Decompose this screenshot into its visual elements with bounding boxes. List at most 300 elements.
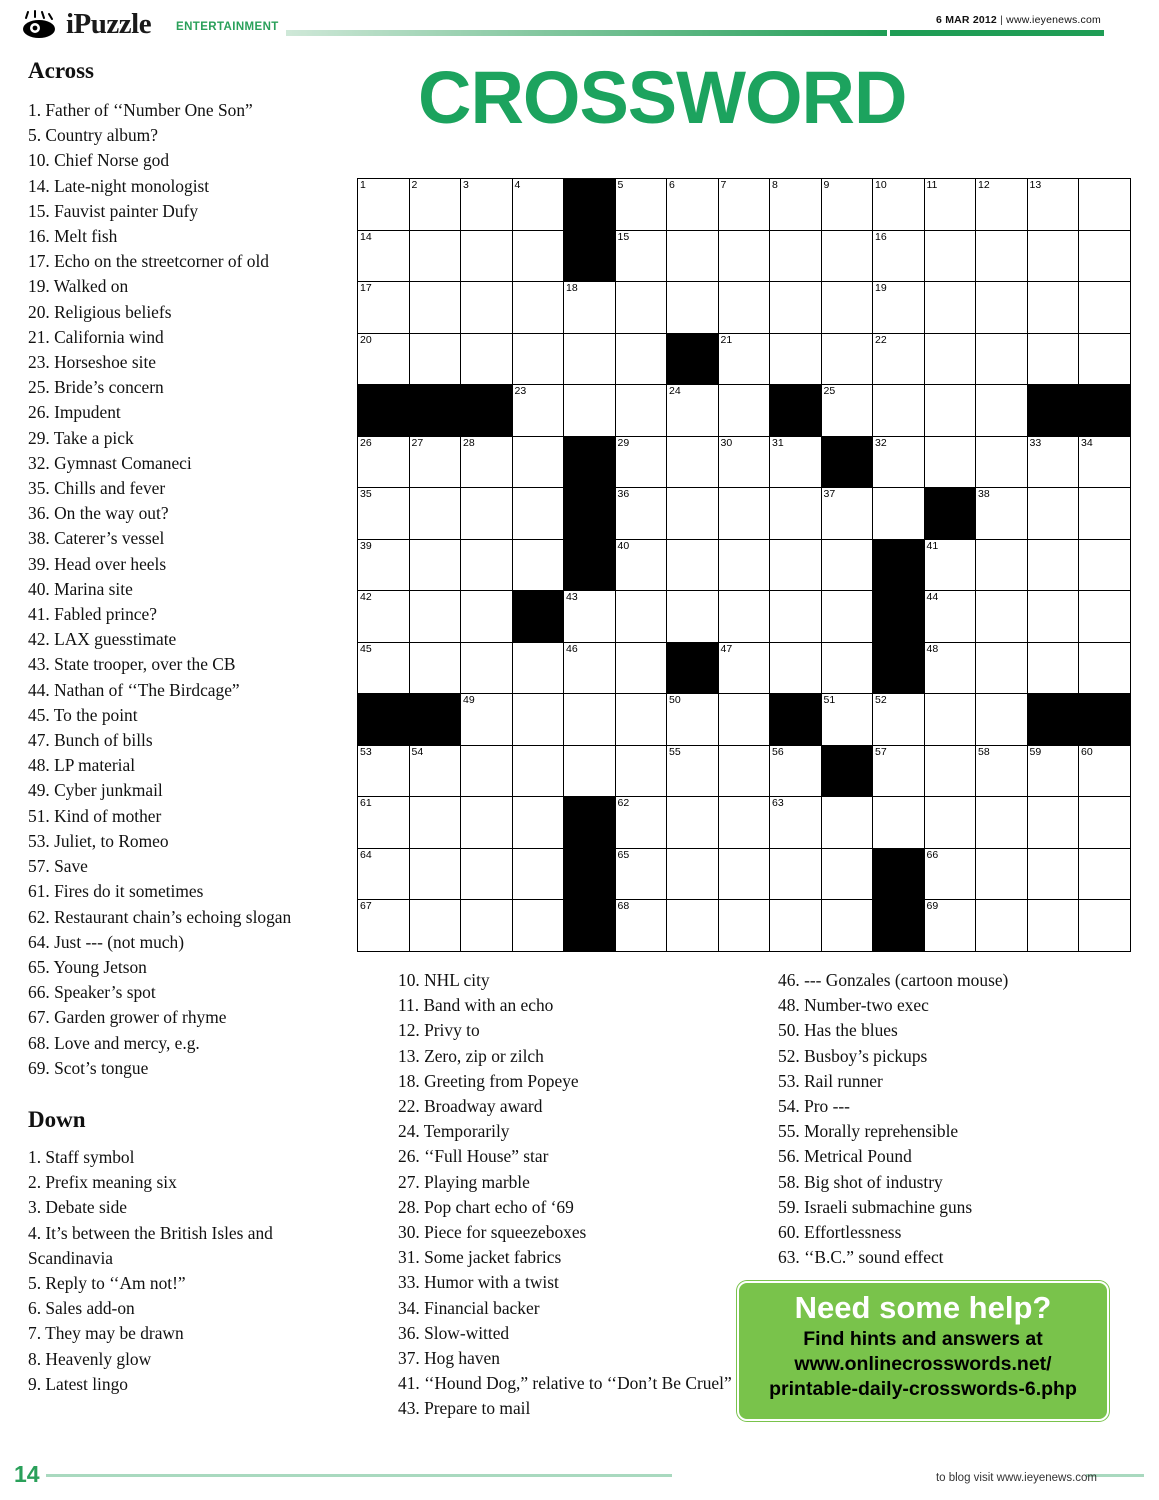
grid-cell[interactable] (358, 230, 410, 282)
clue-item: 58. Big shot of industry (778, 1171, 943, 1192)
clue-item: 41. Fabled prince? (28, 604, 157, 625)
clue-item: 6. Sales add-on (28, 1298, 135, 1319)
grid-cell[interactable] (461, 591, 513, 643)
grid-block-cell (873, 642, 925, 694)
grid-cell[interactable] (409, 745, 461, 797)
grid-cell-number: 28 (463, 436, 475, 449)
grid-cell[interactable] (409, 179, 461, 231)
grid-cell[interactable] (615, 179, 667, 231)
page-title: CROSSWORD (418, 56, 907, 139)
grid-cell[interactable] (667, 797, 719, 849)
grid-cell[interactable] (770, 282, 822, 334)
grid-cell[interactable] (1079, 591, 1131, 643)
grid-cell[interactable] (770, 745, 822, 797)
grid-cell[interactable] (615, 230, 667, 282)
grid-block-cell (873, 900, 925, 952)
grid-cell[interactable] (461, 694, 513, 746)
grid-cell[interactable] (718, 333, 770, 385)
grid-cell[interactable] (1079, 900, 1131, 952)
grid-cell[interactable] (770, 436, 822, 488)
grid-cell[interactable] (1027, 848, 1079, 900)
grid-block-cell (358, 385, 410, 437)
grid-cell[interactable] (924, 539, 976, 591)
grid-cell[interactable] (1079, 797, 1131, 849)
grid-cell[interactable] (461, 436, 513, 488)
grid-cell[interactable] (821, 333, 873, 385)
grid-cell-number: 10 (875, 179, 887, 191)
grid-cell[interactable] (821, 797, 873, 849)
grid-cell[interactable] (924, 385, 976, 437)
grid-cell[interactable] (564, 282, 616, 334)
grid-cell-number: 29 (617, 436, 630, 449)
grid-cell[interactable] (821, 282, 873, 334)
clue-item: 53. Juliet, to Romeo (28, 830, 169, 851)
grid-cell[interactable] (358, 797, 410, 849)
grid-cell[interactable] (358, 333, 410, 385)
grid-cell[interactable] (1079, 488, 1131, 540)
grid-cell-number: 22 (875, 333, 887, 346)
grid-cell[interactable] (718, 694, 770, 746)
clue-item: 60. Effortlessness (778, 1222, 902, 1243)
grid-cell[interactable] (976, 797, 1028, 849)
grid-cell[interactable] (718, 282, 770, 334)
clue-item: 10. Chief Norse god (28, 150, 170, 171)
grid-cell-number: 47 (720, 642, 733, 655)
grid-cell[interactable] (358, 539, 410, 591)
grid-cell[interactable] (358, 900, 410, 952)
clue-item: 9. Latest lingo (28, 1373, 128, 1394)
grid-cell[interactable] (1027, 282, 1079, 334)
header-green-bar (890, 30, 1104, 36)
grid-block-cell (409, 385, 461, 437)
grid-cell[interactable] (770, 642, 822, 694)
clue-item: 12. Privy to (398, 1020, 480, 1041)
grid-cell[interactable] (1027, 436, 1079, 488)
clue-item: 63. ‘‘B.C.” sound effect (778, 1247, 944, 1268)
grid-cell-number: 41 (926, 539, 939, 552)
clue-item: 13. Zero, zip or zilch (398, 1045, 544, 1066)
grid-cell[interactable] (512, 230, 564, 282)
grid-cell[interactable] (873, 282, 925, 334)
grid-cell[interactable] (512, 333, 564, 385)
grid-cell-number: 12 (978, 179, 990, 191)
clue-item: 67. Garden grower of rhyme (28, 1007, 227, 1028)
grid-cell[interactable] (873, 694, 925, 746)
grid-cell[interactable] (976, 230, 1028, 282)
grid-cell[interactable] (512, 848, 564, 900)
grid-cell-number: 54 (411, 745, 424, 758)
grid-cell[interactable] (718, 385, 770, 437)
grid-cell[interactable] (1079, 333, 1131, 385)
clue-item: 44. Nathan of ‘‘The Birdcage” (28, 679, 240, 700)
grid-cell[interactable] (564, 333, 616, 385)
down-heading: Down (28, 1106, 86, 1132)
grid-cell[interactable] (873, 797, 925, 849)
grid-cell[interactable] (770, 797, 822, 849)
grid-cell[interactable] (461, 230, 513, 282)
grid-row (358, 900, 1131, 952)
grid-cell[interactable] (358, 488, 410, 540)
grid-cell[interactable] (564, 385, 616, 437)
grid-block-cell (564, 436, 616, 488)
clue-item: 3. Debate side (28, 1197, 127, 1218)
grid-block-cell (1027, 694, 1079, 746)
grid-cell[interactable] (718, 179, 770, 231)
grid-cell[interactable] (615, 488, 667, 540)
grid-cell[interactable] (1079, 230, 1131, 282)
grid-cell[interactable] (409, 282, 461, 334)
clue-item: 26. ‘‘Full House” star (398, 1146, 549, 1167)
grid-cell-number: 50 (669, 694, 681, 706)
grid-cell-number: 61 (360, 797, 372, 809)
grid-cell[interactable] (667, 282, 719, 334)
grid-cell[interactable] (1079, 436, 1131, 488)
grid-cell[interactable] (770, 848, 822, 900)
grid-cell[interactable] (615, 797, 667, 849)
grid-cell[interactable] (718, 436, 770, 488)
grid-cell[interactable] (821, 900, 873, 952)
grid-cell[interactable] (615, 591, 667, 643)
grid-cell[interactable] (409, 539, 461, 591)
grid-cell[interactable] (358, 848, 410, 900)
clue-item: 50. Has the blues (778, 1020, 898, 1041)
grid-cell-number: 23 (514, 385, 527, 397)
grid-cell[interactable] (461, 333, 513, 385)
grid-cell[interactable] (718, 591, 770, 643)
grid-cell-number: 26 (360, 436, 372, 449)
help-line-3[interactable]: printable-daily-crosswords-6.php (769, 1378, 1077, 1400)
grid-cell[interactable] (409, 488, 461, 540)
grid-cell[interactable] (667, 539, 719, 591)
grid-cell[interactable] (873, 488, 925, 540)
grid-cell[interactable] (667, 230, 719, 282)
clue-item: 65. Young Jetson (28, 956, 147, 977)
header-dateline (936, 14, 1101, 26)
grid-cell[interactable] (358, 179, 410, 231)
grid-cell-number: 42 (360, 591, 372, 603)
grid-cell[interactable] (615, 900, 667, 952)
grid-cell[interactable] (512, 488, 564, 540)
grid-cell[interactable] (1079, 642, 1131, 694)
grid-cell[interactable] (770, 230, 822, 282)
grid-cell[interactable] (718, 848, 770, 900)
grid-cell[interactable] (1027, 797, 1079, 849)
grid-cell-number: 2 (411, 179, 418, 191)
grid-row (358, 436, 1131, 488)
grid-cell[interactable] (821, 591, 873, 643)
grid-cell[interactable] (821, 385, 873, 437)
eye-logo-icon (22, 10, 66, 40)
grid-cell[interactable] (512, 642, 564, 694)
grid-cell[interactable] (512, 694, 564, 746)
grid-cell-number: 53 (360, 745, 372, 758)
grid-cell[interactable] (718, 488, 770, 540)
grid-cell[interactable] (924, 797, 976, 849)
grid-cell-number: 44 (926, 591, 939, 603)
grid-cell[interactable] (1027, 333, 1079, 385)
grid-cell[interactable] (770, 333, 822, 385)
clue-item: 45. To the point (28, 704, 138, 725)
clue-item: 35. Chills and fever (28, 478, 166, 499)
grid-cell[interactable] (976, 642, 1028, 694)
grid-cell[interactable] (1079, 282, 1131, 334)
grid-block-cell (564, 848, 616, 900)
grid-cell[interactable] (976, 282, 1028, 334)
grid-cell[interactable] (718, 900, 770, 952)
clue-item: 23. Horseshoe site (28, 352, 156, 373)
grid-cell[interactable] (667, 745, 719, 797)
grid-cell[interactable] (718, 745, 770, 797)
help-line-2[interactable]: www.onlinecrosswords.net/ (794, 1353, 1052, 1375)
grid-cell[interactable] (461, 488, 513, 540)
grid-cell[interactable] (821, 179, 873, 231)
grid-cell[interactable] (1027, 591, 1079, 643)
grid-cell[interactable] (358, 282, 410, 334)
grid-cell[interactable] (409, 436, 461, 488)
clue-item: 22. Broadway award (398, 1096, 543, 1117)
grid-cell[interactable] (924, 333, 976, 385)
grid-cell[interactable] (924, 282, 976, 334)
clue-item: 59. Israeli submachine guns (778, 1196, 973, 1217)
header-gradient-rule (286, 30, 887, 36)
grid-cell[interactable] (615, 642, 667, 694)
grid-row (358, 179, 1131, 231)
grid-cell-number: 20 (360, 333, 372, 346)
grid-cell[interactable] (461, 179, 513, 231)
grid-cell-number: 24 (669, 385, 681, 397)
grid-cell[interactable] (976, 179, 1028, 231)
grid-cell[interactable] (924, 230, 976, 282)
grid-cell[interactable] (667, 488, 719, 540)
grid-cell[interactable] (358, 436, 410, 488)
grid-cell[interactable] (718, 230, 770, 282)
clue-item: 33. Humor with a twist (398, 1272, 559, 1293)
grid-cell[interactable] (564, 642, 616, 694)
grid-cell-number: 6 (669, 179, 675, 191)
clue-item: 32. Gymnast Comaneci (28, 452, 192, 473)
grid-cell[interactable] (821, 230, 873, 282)
grid-cell[interactable] (1027, 488, 1079, 540)
clue-item: 10. NHL city (398, 970, 490, 990)
grid-cell[interactable] (976, 694, 1028, 746)
grid-cell[interactable] (718, 642, 770, 694)
grid-cell-number: 34 (1081, 436, 1093, 449)
grid-block-cell (770, 694, 822, 746)
grid-cell-number: 1 (360, 179, 366, 191)
grid-cell[interactable] (924, 179, 976, 231)
grid-row (358, 539, 1131, 591)
grid-cell[interactable] (615, 333, 667, 385)
grid-cell[interactable] (615, 848, 667, 900)
grid-block-cell (564, 230, 616, 282)
grid-cell[interactable] (512, 179, 564, 231)
grid-cell[interactable] (821, 848, 873, 900)
grid-cell[interactable] (358, 591, 410, 643)
grid-cell-number: 65 (617, 848, 630, 861)
grid-cell[interactable] (1079, 539, 1131, 591)
clue-item: 29. Take a pick (28, 427, 134, 448)
grid-cell[interactable] (461, 848, 513, 900)
grid-cell[interactable] (976, 539, 1028, 591)
clue-item: 25. Bride’s concern (28, 377, 164, 398)
grid-cell-number: 60 (1081, 745, 1093, 758)
grid-cell-number: 64 (360, 848, 372, 861)
grid-block-cell (667, 642, 719, 694)
grid-cell[interactable] (358, 642, 410, 694)
grid-cell[interactable] (821, 488, 873, 540)
clue-item: 68. Love and mercy, e.g. (28, 1032, 200, 1053)
clue-item: 38. Caterer’s vessel (28, 528, 165, 549)
grid-cell[interactable] (770, 900, 822, 952)
grid-cell[interactable] (924, 900, 976, 952)
grid-cell[interactable] (564, 694, 616, 746)
grid-cell-number: 5 (617, 179, 624, 191)
grid-cell[interactable] (358, 745, 410, 797)
grid-cell[interactable] (512, 797, 564, 849)
grid-cell[interactable] (564, 745, 616, 797)
clue-item: 17. Echo on the streetcorner of old (28, 251, 269, 272)
clue-item: 55. Morally reprehensible (778, 1121, 959, 1142)
grid-cell[interactable] (615, 539, 667, 591)
grid-cell[interactable] (409, 591, 461, 643)
grid-cell-number: 21 (720, 333, 733, 346)
grid-cell[interactable] (667, 900, 719, 952)
grid-cell[interactable] (615, 694, 667, 746)
grid-cell[interactable] (1027, 230, 1079, 282)
grid-cell[interactable] (770, 591, 822, 643)
footer-rule-left (46, 1474, 672, 1477)
grid-cell[interactable] (667, 385, 719, 437)
grid-cell[interactable] (976, 900, 1028, 952)
grid-cell[interactable] (976, 333, 1028, 385)
grid-cell[interactable] (1027, 745, 1079, 797)
help-callout-box[interactable] (737, 1281, 1109, 1421)
grid-cell[interactable] (976, 745, 1028, 797)
grid-cell[interactable] (821, 642, 873, 694)
grid-block-cell (873, 848, 925, 900)
grid-cell[interactable] (667, 591, 719, 643)
clue-item: 5. Country album? (28, 125, 158, 146)
grid-cell[interactable] (770, 539, 822, 591)
grid-cell[interactable] (924, 848, 976, 900)
grid-cell[interactable] (924, 642, 976, 694)
grid-cell[interactable] (615, 745, 667, 797)
grid-cell[interactable] (615, 282, 667, 334)
grid-cell[interactable] (924, 745, 976, 797)
grid-cell[interactable] (873, 333, 925, 385)
grid-cell[interactable] (873, 436, 925, 488)
grid-row (358, 642, 1131, 694)
grid-cell[interactable] (461, 900, 513, 952)
grid-cell[interactable] (718, 797, 770, 849)
grid-cell[interactable] (512, 436, 564, 488)
grid-cell[interactable] (1027, 900, 1079, 952)
grid-cell[interactable] (976, 591, 1028, 643)
grid-cell-number: 32 (875, 436, 887, 449)
grid-cell[interactable] (615, 436, 667, 488)
grid-cell-number: 11 (926, 179, 938, 191)
grid-cell[interactable] (821, 539, 873, 591)
grid-cell[interactable] (924, 694, 976, 746)
grid-cell[interactable] (1027, 642, 1079, 694)
grid-cell[interactable] (976, 848, 1028, 900)
grid-cell-number: 9 (823, 179, 830, 191)
clue-item: 62. Restaurant chain’s echoing slogan (28, 906, 292, 927)
grid-cell[interactable] (667, 694, 719, 746)
grid-block-cell (564, 488, 616, 540)
grid-cell[interactable] (770, 179, 822, 231)
grid-cell[interactable] (667, 179, 719, 231)
grid-cell[interactable] (461, 745, 513, 797)
grid-cell[interactable] (409, 797, 461, 849)
grid-cell[interactable] (667, 436, 719, 488)
grid-cell[interactable] (461, 282, 513, 334)
grid-cell[interactable] (409, 642, 461, 694)
grid-cell[interactable] (873, 385, 925, 437)
grid-cell[interactable] (512, 539, 564, 591)
grid-cell[interactable] (409, 900, 461, 952)
grid-cell-number: 27 (411, 436, 424, 449)
grid-cell[interactable] (461, 642, 513, 694)
grid-cell[interactable] (461, 797, 513, 849)
grid-cell[interactable] (770, 488, 822, 540)
grid-cell[interactable] (924, 436, 976, 488)
grid-cell[interactable] (1079, 745, 1131, 797)
grid-row (358, 282, 1131, 334)
crossword-grid[interactable] (357, 178, 1131, 952)
grid-cell[interactable] (873, 179, 925, 231)
grid-cell[interactable] (718, 539, 770, 591)
grid-cell[interactable] (1079, 848, 1131, 900)
grid-cell-number: 55 (669, 745, 681, 758)
clue-item: 16. Melt fish (28, 226, 118, 247)
grid-cell[interactable] (615, 385, 667, 437)
grid-cell-number: 3 (463, 179, 469, 191)
grid-cell[interactable] (409, 333, 461, 385)
grid-cell-number: 46 (566, 642, 578, 655)
grid-cell[interactable] (976, 436, 1028, 488)
grid-cell[interactable] (409, 848, 461, 900)
grid-cell[interactable] (924, 591, 976, 643)
grid-cell[interactable] (564, 591, 616, 643)
grid-cell[interactable] (821, 694, 873, 746)
grid-cell-number: 16 (875, 230, 887, 243)
grid-block-cell (1027, 385, 1079, 437)
grid-cell[interactable] (409, 230, 461, 282)
clue-item: 1. Staff symbol (28, 1146, 135, 1167)
grid-cell[interactable] (1027, 179, 1079, 231)
grid-cell[interactable] (976, 488, 1028, 540)
grid-cell[interactable] (461, 539, 513, 591)
grid-cell[interactable] (512, 385, 564, 437)
clue-item: 46. --- Gonzales (cartoon mouse) (778, 970, 1009, 990)
grid-cell-number: 52 (875, 694, 887, 706)
down-clues-column-right (778, 968, 1118, 1270)
grid-cell[interactable] (873, 230, 925, 282)
clue-item: 14. Late-night monologist (28, 175, 210, 196)
grid-cell[interactable] (512, 745, 564, 797)
page-masthead (0, 0, 1159, 46)
grid-cell[interactable] (512, 282, 564, 334)
grid-cell[interactable] (1079, 179, 1131, 231)
grid-cell[interactable] (1027, 539, 1079, 591)
grid-cell[interactable] (873, 745, 925, 797)
grid-cell-number: 30 (720, 436, 733, 449)
grid-cell[interactable] (512, 900, 564, 952)
grid-cell[interactable] (976, 385, 1028, 437)
grid-block-cell (409, 694, 461, 746)
grid-cell[interactable] (667, 848, 719, 900)
